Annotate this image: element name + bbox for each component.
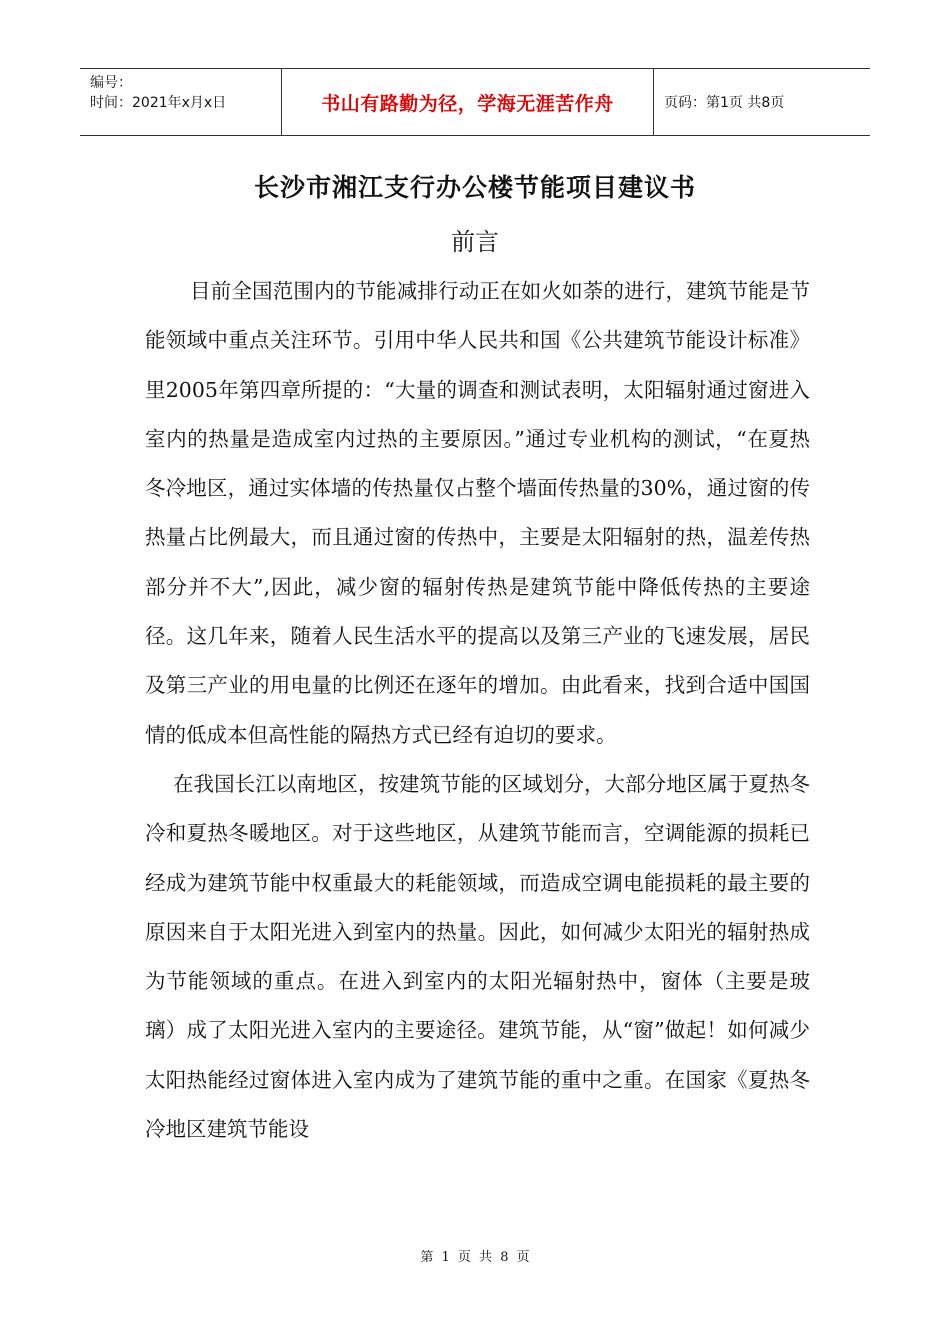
motto-text: 书山有路勤为径，学海无涯苦作舟 <box>321 92 614 115</box>
document-body <box>145 267 810 1154</box>
body-paragraph: 在我国长江以南地区，按建筑节能的区域划分，大部分地区属于夏热冬冷和夏热冬暖地区。对于这些地区，从建筑节能而言，空调能源的损耗已经成为建筑节能中权重最大的耗能领域，而造成空调电能损耗的最主要的原因来自于太阳光进入到室内的热量。因此，如何减少太阳光的辐射热成为节能领域的重点。在进入到室内的太阳光辐射热中，窗体（主要是玻璃）成了太阳光进入室内的主要途径。建筑节能，从“窗”做起！如何减少太阳热能经过窗体进入室内成为了建筑节能的重中之重。在国家《夏热冬冷地区建筑节能设 <box>145 771 810 1142</box>
header-motto-cell <box>282 69 654 135</box>
page-info: 页码：第1页 共8页 <box>664 95 785 111</box>
document-header <box>80 68 870 136</box>
header-page-cell <box>654 69 870 135</box>
number-label: 编号： <box>90 75 132 91</box>
section-heading: 前言 <box>451 228 499 256</box>
header-meta-cell <box>80 69 282 135</box>
date-line: 时间：2021年x月x日 <box>90 95 227 111</box>
document-title: 长沙市湘江支行办公楼节能项目建议书 <box>253 173 696 202</box>
body-paragraph: 目前全国范围内的节能减排行动正在如火如荼的进行，建筑节能是节能领域中重点关注环节。引用中华人民共和国《公共建筑节能设计标准》里2005年第四章所提的：“大量的调查和测试表明，太阳辐射通过窗进入室内的热量是造成室内过热的主要原因。”通过专业机构的测试，“在夏热冬冷地区，通过实体墙的传热量仅占整个墙面传热量的30%，通过窗的传热量占比例最大，而且通过窗的传热中，主要是太阳辐射的热，温差传热部分并不大”,因此，减少窗的辐射传热是建筑节能中降低传热的主要途径。这几年来，随着人民生活水平的提高以及第三产业的飞速发展，居民及第三产业的用电量的比例还在逐年的增加。由此看来，找到合适中国国情的低成本但高性能的隔热方式已经有迫切的要求。 <box>145 279 810 747</box>
page-footer: 第 1 页 共 8 页 <box>420 1250 530 1265</box>
